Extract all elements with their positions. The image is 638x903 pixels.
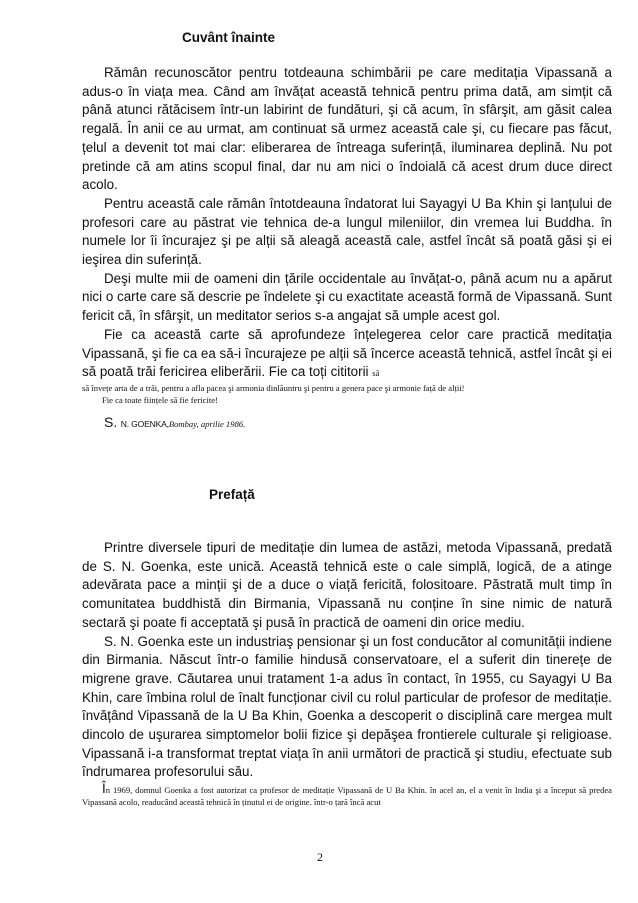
preface-paragraph: Printre diversele tipuri de meditație din lumea de astăzi, metoda Vipassană, predată de S. N. Goenka, este unică. Această tehnică este o cale simplă, logică, de a atinge adevărata pace a minții şi de a duce o viață fericită, folositoare. Păstrată mult timp în comunitatea buddhistă din Birmania, Vipassană nu conține în sine nimic de natură sectară şi poate fi acceptată şi pusă în practică de oameni din orice mediu. <box>82 540 612 630</box>
foreword-paragraph-last <box>82 326 612 383</box>
foreword-body <box>82 64 612 406</box>
page-number: 2 <box>317 850 323 864</box>
foreword-closing-line: Fie ca toate ființele să fie fericite! <box>102 395 218 406</box>
signature-place-date: Bombay, aprilie 1986. <box>168 419 246 429</box>
foreword-small-tail: să învețe arta de a trăi, pentru a afla pacea şi armonia dinlăuntru şi pentru a genera pace şi armonie față de alții! <box>82 382 465 393</box>
preface-title: Prefață <box>209 487 255 502</box>
foreword-signature <box>104 414 245 432</box>
foreword-paragraph: Rămân recunoscător pentru totdeauna schimbării pe care meditația Vipassană a adus-o în viața mea. Când am învățat această tehnică pentru prima dată, am simțit că până atunci rătăcisem într-un labirint de fundături, şi că acum, în sfârşit, am găsit calea regală. În anii ce au urmat, am continuat să urmez această cale şi, cu fiecare pas făcut, țelul a devenit tot mai clar: eliberarea de întreaga suferință, iluminarea deplină. Nu pot pretinde că am atins scopul final, dar nu am nici o îndoială că acest drum duce direct acolo. <box>82 65 612 193</box>
foreword-title: Cuvânt înainte <box>182 30 276 45</box>
preface-paragraph: S. N. Goenka este un industriaş pensionar şi un fost conducător al comunității indiene din Birmania. Născut într-o familie hindusă conservatoare, el a suferit din tinerețe de migrene grave. Căutarea unui tratament 1-a adus în contact, în 1955, cu Sayagyi U Ba Khin, care îmbina rolul de înalt funcționar civil cu rolul particular de profesor de meditație. învățând Vipassană de la U Ba Khin, Goenka a descoperit o disciplină care mergea mult dincolo de uşurarea simptomelor bolii fizice şi depăşea frontierele culturale şi religioase. Vipassană i-a transformat treptat viața în anii următori de practică şi studiu, efectuate sub îndrumarea profesorului său. <box>82 633 612 780</box>
foreword-last-tail-start: să <box>372 368 380 379</box>
signature-name: N. GOENKA, <box>120 419 169 429</box>
foreword-paragraph: Pentru această cale rămân întotdeauna îndatorat lui Sayagyi U Ba Khin şi lanțului de profesori care au păstrat vie tehnica de-a lungul mileniilor, din vremea lui Buddha. în numele lor îi încurajez şi pe alții să aleagă această cale, astfel încât să poată găsi şi ei ieşirea din suferință. <box>82 195 612 268</box>
preface-body <box>82 539 612 809</box>
foreword-last-text: Fie ca această carte să aprofundeze înțelegerea celor care practică meditația Vipassană, şi fie ca ea să-i încurajeze pe alții să încerce această tehnică, astfel încât şi ei să poată trăi fericirea eliberării. Fie ca toți cititorii <box>82 326 612 380</box>
preface-small-text: n 1969, domnul Goenka a fost autorizat ca profesor de meditație Vipassană de U Ba Khin. în acel an, el a venit în India şi a început să predea Vipassană acolo, readucând această tehnică în ținutul ei de origine. într-o țară încă acut <box>82 785 612 808</box>
preface-small-paragraph <box>82 783 612 808</box>
preface-first-letter: Î <box>102 781 106 797</box>
foreword-paragraph: Deşi multe mii de oameni din țările occidentale au învățat-o, până acum nu a apărut nici o carte care să descrie pe îndelete şi cu exactitate această formă de Vipassană. Sunt fericit că, în sfârşit, un meditator serios s-a angajat să umple acest gol. <box>82 270 612 324</box>
signature-initial: S. <box>104 414 118 430</box>
